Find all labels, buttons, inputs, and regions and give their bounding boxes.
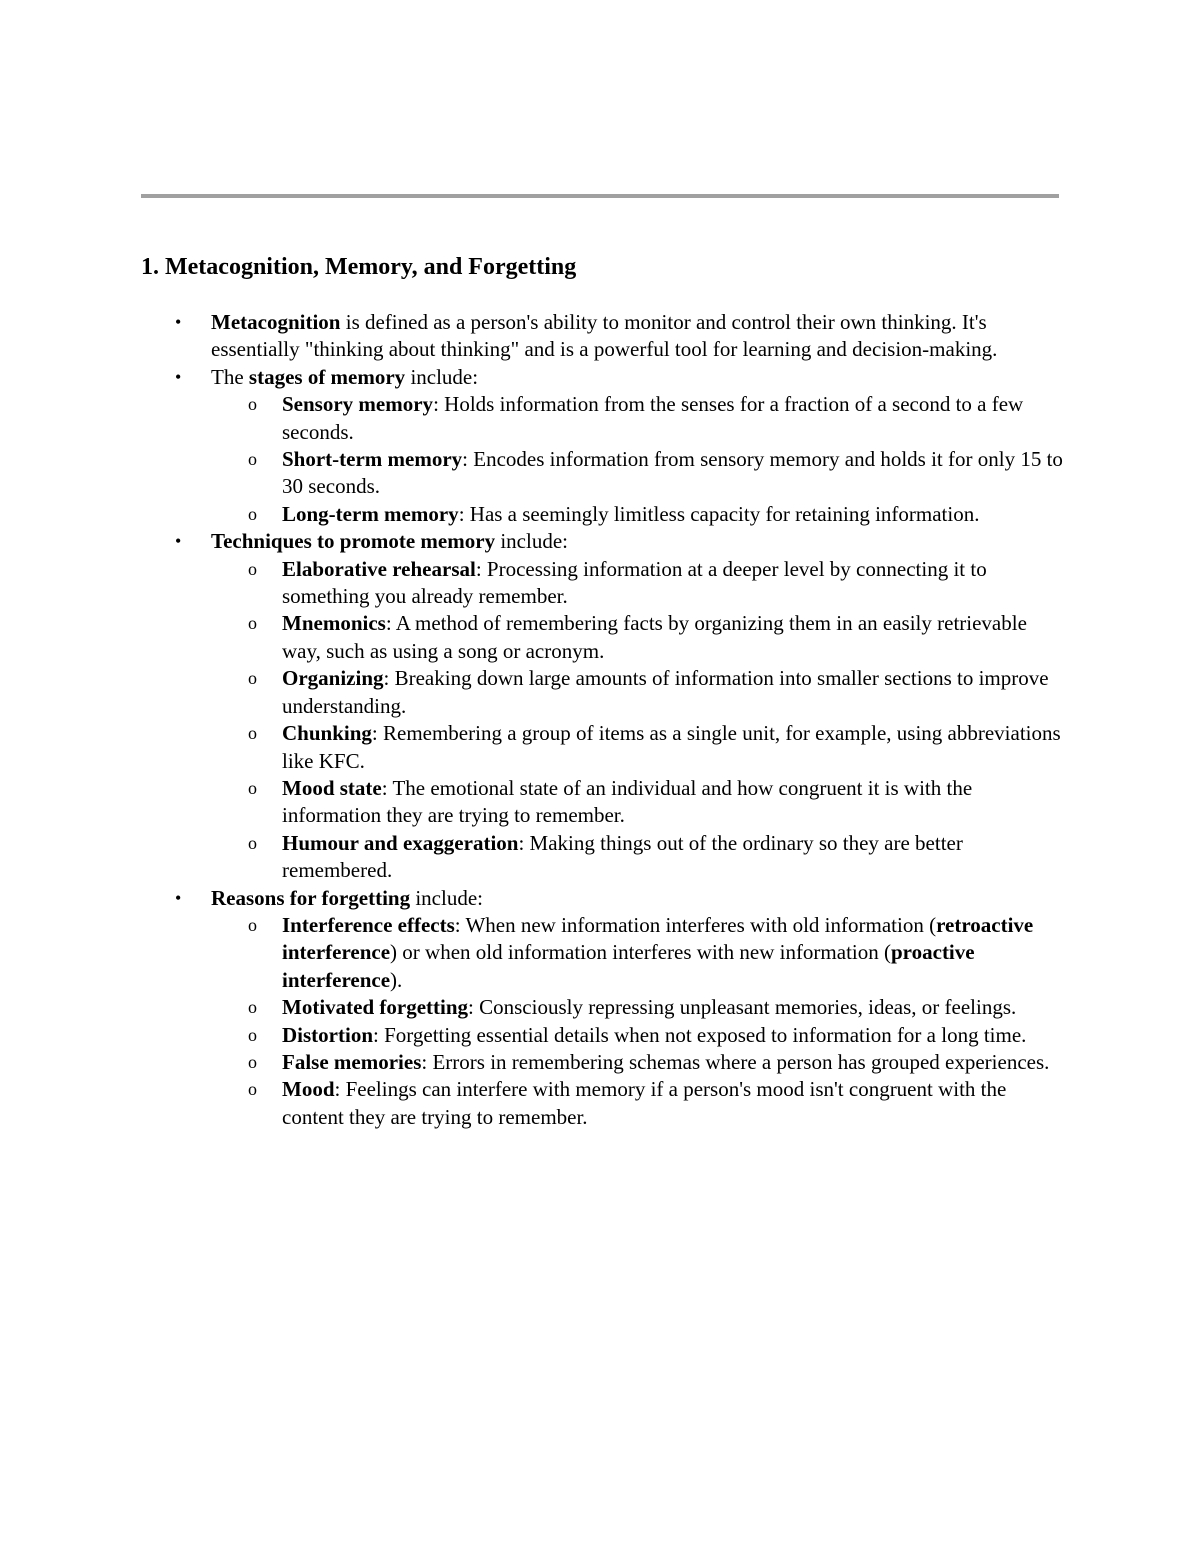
- term: Mnemonics: [282, 611, 386, 636]
- definition: include:: [405, 364, 479, 389]
- sub-bullet-icon: o: [248, 914, 257, 935]
- sub-list-item: [211, 391, 1071, 446]
- term: Humour and exaggeration: [282, 830, 519, 855]
- sub-list-item: [211, 610, 1071, 665]
- definition: : Making things out of the ordinary so they are better remembered.: [282, 830, 963, 883]
- sub-bullet-icon: o: [248, 613, 257, 634]
- definition: : Errors in remembering schemas where a person has grouped experiences.: [421, 1049, 1050, 1074]
- term: Sensory memory: [282, 392, 434, 417]
- sub-list: [211, 391, 1071, 528]
- main-list: [141, 309, 1071, 1131]
- sub-list-item: [211, 1049, 1071, 1076]
- list-item-forgetting: [141, 885, 1071, 1132]
- term: proactive interference: [282, 940, 975, 992]
- definition: : Encodes information from sensory memory and holds it for only 15 to 30 seconds.: [282, 447, 1063, 499]
- sub-list-item: [211, 912, 1071, 994]
- term: Mood state: [282, 775, 382, 800]
- definition: : Holds information from the senses for a fraction of a second to a few seconds.: [282, 392, 1024, 444]
- sub-bullet-icon: o: [248, 997, 257, 1018]
- definition: : A method of remembering facts by organizing them in an easily retrievable way, such as using a song or acronym.: [282, 611, 1027, 663]
- sub-list: [211, 556, 1071, 885]
- list-item-metacognition: [141, 309, 1071, 364]
- sub-bullet-icon: o: [248, 777, 257, 798]
- definition: : Has a seemingly limitless capacity for retaining information.: [458, 501, 980, 526]
- list-item-techniques: [141, 528, 1071, 884]
- definition: : Consciously repressing unpleasant memories, ideas, or feelings.: [468, 995, 1017, 1020]
- definition: : Feelings can interfere with memory if a person's mood isn't congruent with the content they are trying to remember.: [282, 1077, 1007, 1129]
- sub-bullet-icon: o: [248, 832, 257, 853]
- term: Elaborative rehearsal: [282, 556, 476, 581]
- sub-list-item: [211, 775, 1071, 830]
- term: Short-term memory: [282, 447, 463, 472]
- term: Metacognition: [211, 310, 341, 334]
- sub-bullet-icon: o: [248, 1024, 257, 1045]
- definition: : Breaking down large amounts of information into smaller sections to improve understanding.: [282, 666, 1049, 718]
- term: False memories: [282, 1049, 422, 1074]
- sub-bullet-icon: o: [248, 1079, 257, 1100]
- sub-list-item: [211, 830, 1071, 885]
- prefix: The: [211, 364, 249, 389]
- sub-list-item: [211, 665, 1071, 720]
- definition: ).: [390, 967, 403, 992]
- sub-list-item: [211, 446, 1071, 501]
- term: retroactive interference: [282, 912, 1034, 965]
- sub-list-item: [211, 556, 1071, 611]
- sub-list-item: [211, 501, 1071, 528]
- bullet-icon: •: [175, 366, 182, 387]
- bullet-icon: •: [175, 312, 182, 332]
- sub-list: [211, 912, 1071, 1131]
- term: Distortion: [282, 1022, 373, 1047]
- list-item-stages-of-memory: [141, 364, 1071, 528]
- term: Mood: [282, 1077, 335, 1102]
- section-heading: 1. Metacognition, Memory, and Forgetting: [141, 254, 577, 280]
- term: Long-term memory: [282, 501, 459, 526]
- term: Chunking: [282, 721, 372, 746]
- term: Organizing: [282, 666, 384, 691]
- term: stages of memory: [248, 364, 406, 389]
- definition: is defined as a person's ability to monitor and control their own thinking. It's essentially "thinking about thinking" and is a powerful tool for learning and decision-making.: [211, 310, 998, 362]
- sub-list-item: [211, 1076, 1071, 1131]
- definition: : When new information interferes with old information (: [454, 912, 937, 937]
- definition: include:: [495, 529, 568, 554]
- sub-list-item: [211, 1022, 1071, 1049]
- term: Techniques to promote memory: [211, 529, 496, 554]
- sub-bullet-icon: o: [248, 503, 257, 524]
- term: Reasons for forgetting: [211, 885, 411, 910]
- definition: include:: [410, 885, 483, 910]
- sub-bullet-icon: o: [248, 1051, 257, 1072]
- sub-bullet-icon: o: [248, 668, 257, 689]
- sub-bullet-icon: o: [248, 394, 257, 415]
- sub-list-item: [211, 994, 1071, 1021]
- definition: : Processing information at a deeper level by connecting it to something you already remember.: [282, 556, 987, 609]
- term: Interference effects: [282, 912, 455, 937]
- bullet-icon: •: [175, 531, 182, 552]
- sub-list-item: [211, 720, 1071, 775]
- notes-body: [141, 309, 1071, 1131]
- sub-bullet-icon: o: [248, 449, 257, 470]
- sub-bullet-icon: o: [248, 558, 257, 579]
- term: Motivated forgetting: [282, 995, 469, 1020]
- header-divider: [141, 194, 1059, 198]
- sub-bullet-icon: o: [248, 723, 257, 744]
- definition: ) or when old information interferes with new information (: [390, 940, 891, 965]
- bullet-icon: •: [175, 887, 182, 908]
- definition: : The emotional state of an individual and how congruent it is with the information they are trying to remember.: [282, 775, 973, 828]
- definition: : Forgetting essential details when not exposed to information for a long time.: [373, 1022, 1027, 1047]
- definition: : Remembering a group of items as a single unit, for example, using abbreviations like KFC.: [282, 721, 1061, 773]
